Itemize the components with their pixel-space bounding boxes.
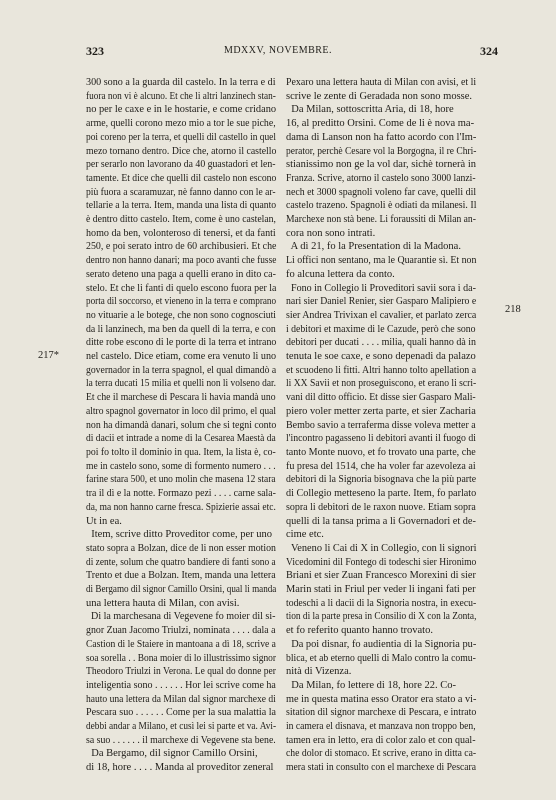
text-line: castelo trazeno. Spagnoli è odiati da milanesi. Il <box>286 200 477 212</box>
text-line: piero voler metter zerta parte, et sier Zacharia <box>286 405 476 417</box>
text-line: è dentro ditto castelo. Item, come è uno castelan, <box>86 214 276 226</box>
text-line: Item, scrive ditto Proveditor come, per uno <box>86 529 273 541</box>
text-line: Di la marchesana di Vegevene fo moier dil si- <box>86 611 276 623</box>
text-line: Briani et sier Zuan Francesco Morexini di sier <box>286 570 476 582</box>
text-line: la terra ducati 15 milia et quelli non li volseno dar. <box>86 378 276 390</box>
text-line: tra il dì e la notte. Formazo pezi . . . . carne sala- <box>86 488 276 500</box>
text-line: tellarie a la terra. Item, manda una lista di quanto <box>86 200 277 212</box>
text-line: ditte robe escono di le porte di la terra et intrano <box>86 337 277 349</box>
right-text-column <box>286 76 476 775</box>
text-line: A dì 21, fo la Presentation di la Madona. <box>286 241 461 253</box>
text-line: tamen era in letto, era di color zalo et con qual- <box>286 734 476 746</box>
text-line: Theodoro Triulzi in Verona. Le qual do donne per <box>86 666 276 678</box>
text-line: et fo referito quanto hanno trovato. <box>286 625 433 637</box>
text-line: tanto Monte nuovo, et fo trovato una parte, che <box>286 446 476 458</box>
text-line: più fuora a scaramuzar, nè fanno danno con le ar- <box>86 186 276 198</box>
text-line: todeschi a li dacii di la Signoria nostra, in execu- <box>286 597 477 609</box>
text-line: no vituarie a le botege, che non sono cognosciuti <box>86 309 276 321</box>
text-line: mera stati in consulto con el marchexe di Pescara <box>286 762 477 774</box>
text-line: da, ma non hanno carne fresca. Spizierie assai etc. <box>86 501 276 513</box>
text-line: Da Bergamo, dil signor Camillo Orsini, <box>86 748 258 760</box>
text-line: governador in la terra spagnol, el qual dimandò a <box>86 364 277 376</box>
text-line: no per le caxe e in le hostarie, e come cridano <box>86 104 277 116</box>
text-line: me in questa matina esso Orator era stato a vi- <box>286 693 477 705</box>
text-line: Franza. Scrive, atorno il castelo sono 3000 lanzi- <box>286 172 476 184</box>
text-line: soa sorella . . Bona moier di lo illustrissimo signor <box>86 652 277 664</box>
text-line: stianissimo non ge la vol dar, sichè tornerà in <box>286 159 476 171</box>
text-line: tenuta le soe caxe, e sono depenadi da palazo <box>286 351 476 363</box>
text-line: debbi andar a Milano, et cusì lei si parte et va. Avi- <box>86 721 277 733</box>
text-line: serato deteno una paga a quelli erano in dito ca- <box>86 268 276 280</box>
text-line: vani dil ditto officio. Et disse sier Gasparo Mali- <box>286 392 476 404</box>
text-line: cime etc. <box>286 529 324 541</box>
text-line: altro spagnol governator in loco dil primo, el qual <box>86 405 277 417</box>
text-line: di zente, solum che quatro bandiere di fanti sono a <box>86 556 276 568</box>
text-line: Et che il marchese di Pescara li havia mandà uno <box>86 392 276 404</box>
text-line: stelo. Et che li fanti di quelo escono fuora per la <box>86 282 277 294</box>
text-line: non ha dimandà danari, solum che si tegni conto <box>86 419 277 431</box>
text-line: arme, quelli corono mezo mio a tor le sue piche, <box>86 118 276 130</box>
text-line: nech et 3000 spagnoli voleno far cave, quelli dil <box>286 186 477 198</box>
text-line: dentro non hanno danari; ma poco avanti che fusse <box>86 255 277 267</box>
text-line: Bembo savio a terraferma disse voleva metter a <box>286 419 476 431</box>
text-line: fu presa del 1514, che ha voler far azevoleza ai <box>286 460 476 472</box>
text-line: Vicedomini dil Fontego di todeschi sier Hironimo <box>286 556 477 568</box>
text-line: Da Milan, fo lettere di 18, hore 22. Co- <box>286 679 456 691</box>
text-line: sier Andrea Trivixan el cavalier, et parlato zerca <box>286 309 477 321</box>
page-header <box>0 44 556 64</box>
text-line: li XX Savii et non proseguiscono, et erano li scri- <box>286 378 477 390</box>
text-line: Marchexe non stà bene. Li foraussiti di Milan an- <box>286 214 476 226</box>
text-line: che dolor di stomaco. Et scrive, erano in ditta ca- <box>286 748 477 760</box>
text-line: dama di Lanson non ha fatto acordo con l'Im- <box>286 131 477 143</box>
text-line: 250, e poi serato intro de 60 archibusieri. Et che <box>86 241 277 253</box>
running-title: MDXXV, NOVEMBRE. <box>223 45 333 56</box>
text-line: da li lanzinech, ma ben da quell di la terra, e con <box>86 323 276 335</box>
text-line: di dacii et intrade a nome di la Cesarea Maestà da <box>86 433 276 445</box>
text-line: fuora non vi è alcuno. Et che li altri lanzinech stan- <box>86 90 276 102</box>
text-line: Fono in Collegio li Proveditori savii sora i da- <box>286 282 476 294</box>
text-line: tion di la parte presa in Consilio di X con la Zonta, <box>286 611 477 623</box>
text-line: Castion di le Staiere in mantoana a dì 18, scrive a <box>86 638 276 650</box>
text-line: sa suo . . . . . . il marchexe di Vegevene sta bene. <box>86 734 276 746</box>
text-line: homo da ben, volonteroso di tenersi, et da fanti <box>86 227 276 239</box>
text-line: gnor Zuan Jacomo Triulzi, nominata . . . . dala a <box>86 625 276 637</box>
text-line: fo alcuna lettera da conto. <box>286 268 395 280</box>
text-line: debitori per ducati . . . . milia, quali hanno dà in <box>286 337 477 349</box>
text-line: l'incontro pagasseno li debitori avanti il fuogo di <box>286 433 476 445</box>
text-line: Da poi disnar, fo audientia di la Signoria pu- <box>286 638 477 650</box>
text-line: porta dil soccorso, et vieneno in la terra e comprano <box>86 296 277 308</box>
text-line: mezo tornano dentro. Dice che, atorno il castello <box>86 145 277 157</box>
text-line: quelli di la tansa prima a li Governadori et de- <box>286 515 476 527</box>
text-line: Marin stati in Friul per veder li ingani fati per <box>286 584 476 596</box>
text-line: poi fo tolto il dominio in qua. Item, la lista è, co- <box>86 446 276 458</box>
text-line: per serarlo non lavorano da 40 guastadori et len- <box>86 159 276 171</box>
text-line: nità di Vizenza. <box>286 666 352 678</box>
text-line: et scuodeno li fitti. Altri hanno tolto apellation a <box>286 364 477 376</box>
text-line: Li offici non sentano, ma le Quarantie sì. Et non <box>286 255 477 267</box>
text-line: perator, perchè Cesare vol la Borgogna, il re Chri- <box>286 145 477 157</box>
text-line: hauto una lettera da Milan dal signor marchexe di <box>86 693 276 705</box>
text-line: scrive le zente di Geradada non sono mosse. <box>286 90 473 102</box>
text-line: 300 sono a la guarda dil castelo. In la terra e di <box>86 77 276 88</box>
text-line: Ut in ea. <box>86 515 122 527</box>
text-line: Pescara suo . . . . . . Come per la sua malattia la <box>86 707 276 719</box>
text-line: Da Milan, sottoscritta Aria, di 18, hore <box>286 104 454 116</box>
text-line: nari sier Daniel Renier, sier Gasparo Malipiero e <box>286 296 477 308</box>
margin-note-left: 217* <box>38 350 59 361</box>
text-line: Trento et due a Bolzan. Item, manda una lettera <box>86 570 276 582</box>
text-line: 16, al preditto Orsini. Come de li è nova ma- <box>286 118 475 130</box>
page-number-right: 324 <box>480 44 498 58</box>
margin-note-right: 218 <box>505 304 521 315</box>
text-line: debitori di la Signoria bisognava che la più parte <box>286 474 477 486</box>
text-line: di Bergamo dil signor Camillo Orsini, qual li manda <box>86 584 277 596</box>
text-line: cora non sono intrati. <box>286 227 376 239</box>
text-line: nel castelo. Dice etiam, come era venuto li uno <box>86 351 277 363</box>
left-text-column <box>86 76 276 775</box>
text-line: sitation dil signor marchexe di Pescara, e intrato <box>286 707 477 719</box>
text-line: i debitori et maxime di le Cazude, però che sono <box>286 323 476 335</box>
text-line: Veneno li Cai di X in Collegio, con li signori <box>286 542 477 554</box>
text-line: farine stara 500, et uno molin che masena 12 stara <box>86 474 276 486</box>
text-line: di 18, hore . . . . Manda al proveditor zeneral <box>86 762 274 774</box>
text-line: di Collegio metteseno la parte. Item, fo parlato <box>286 488 477 500</box>
text-line: una lettera hauta di Milan, con avisi. <box>86 597 240 609</box>
text-line: stato sopra a Bolzan, dice de li non esser motion <box>86 542 276 554</box>
text-line: inteligentia sono . . . . . . Hor lei scrive come ha <box>86 679 276 691</box>
text-line: blica, et ab eterno quelli di Malo contro la comu- <box>286 652 476 664</box>
text-line: Pexaro una lettera hauta di Milan con avisi, et li <box>286 77 477 88</box>
text-line: sopra li debitori de le raxon nuove. Etiam sopra <box>286 501 476 513</box>
text-line: in camera el disnava, et manzava non troppo ben, <box>286 721 476 733</box>
text-line: me in castelo sono, some di formento numero . . . <box>86 460 276 472</box>
text-line: tamente. Et dice che quelli dil castelo non escono <box>86 172 277 184</box>
page-number-left: 323 <box>86 44 104 58</box>
text-line: poi coreno per la terra, et quelli dil castello in quel <box>86 131 276 143</box>
